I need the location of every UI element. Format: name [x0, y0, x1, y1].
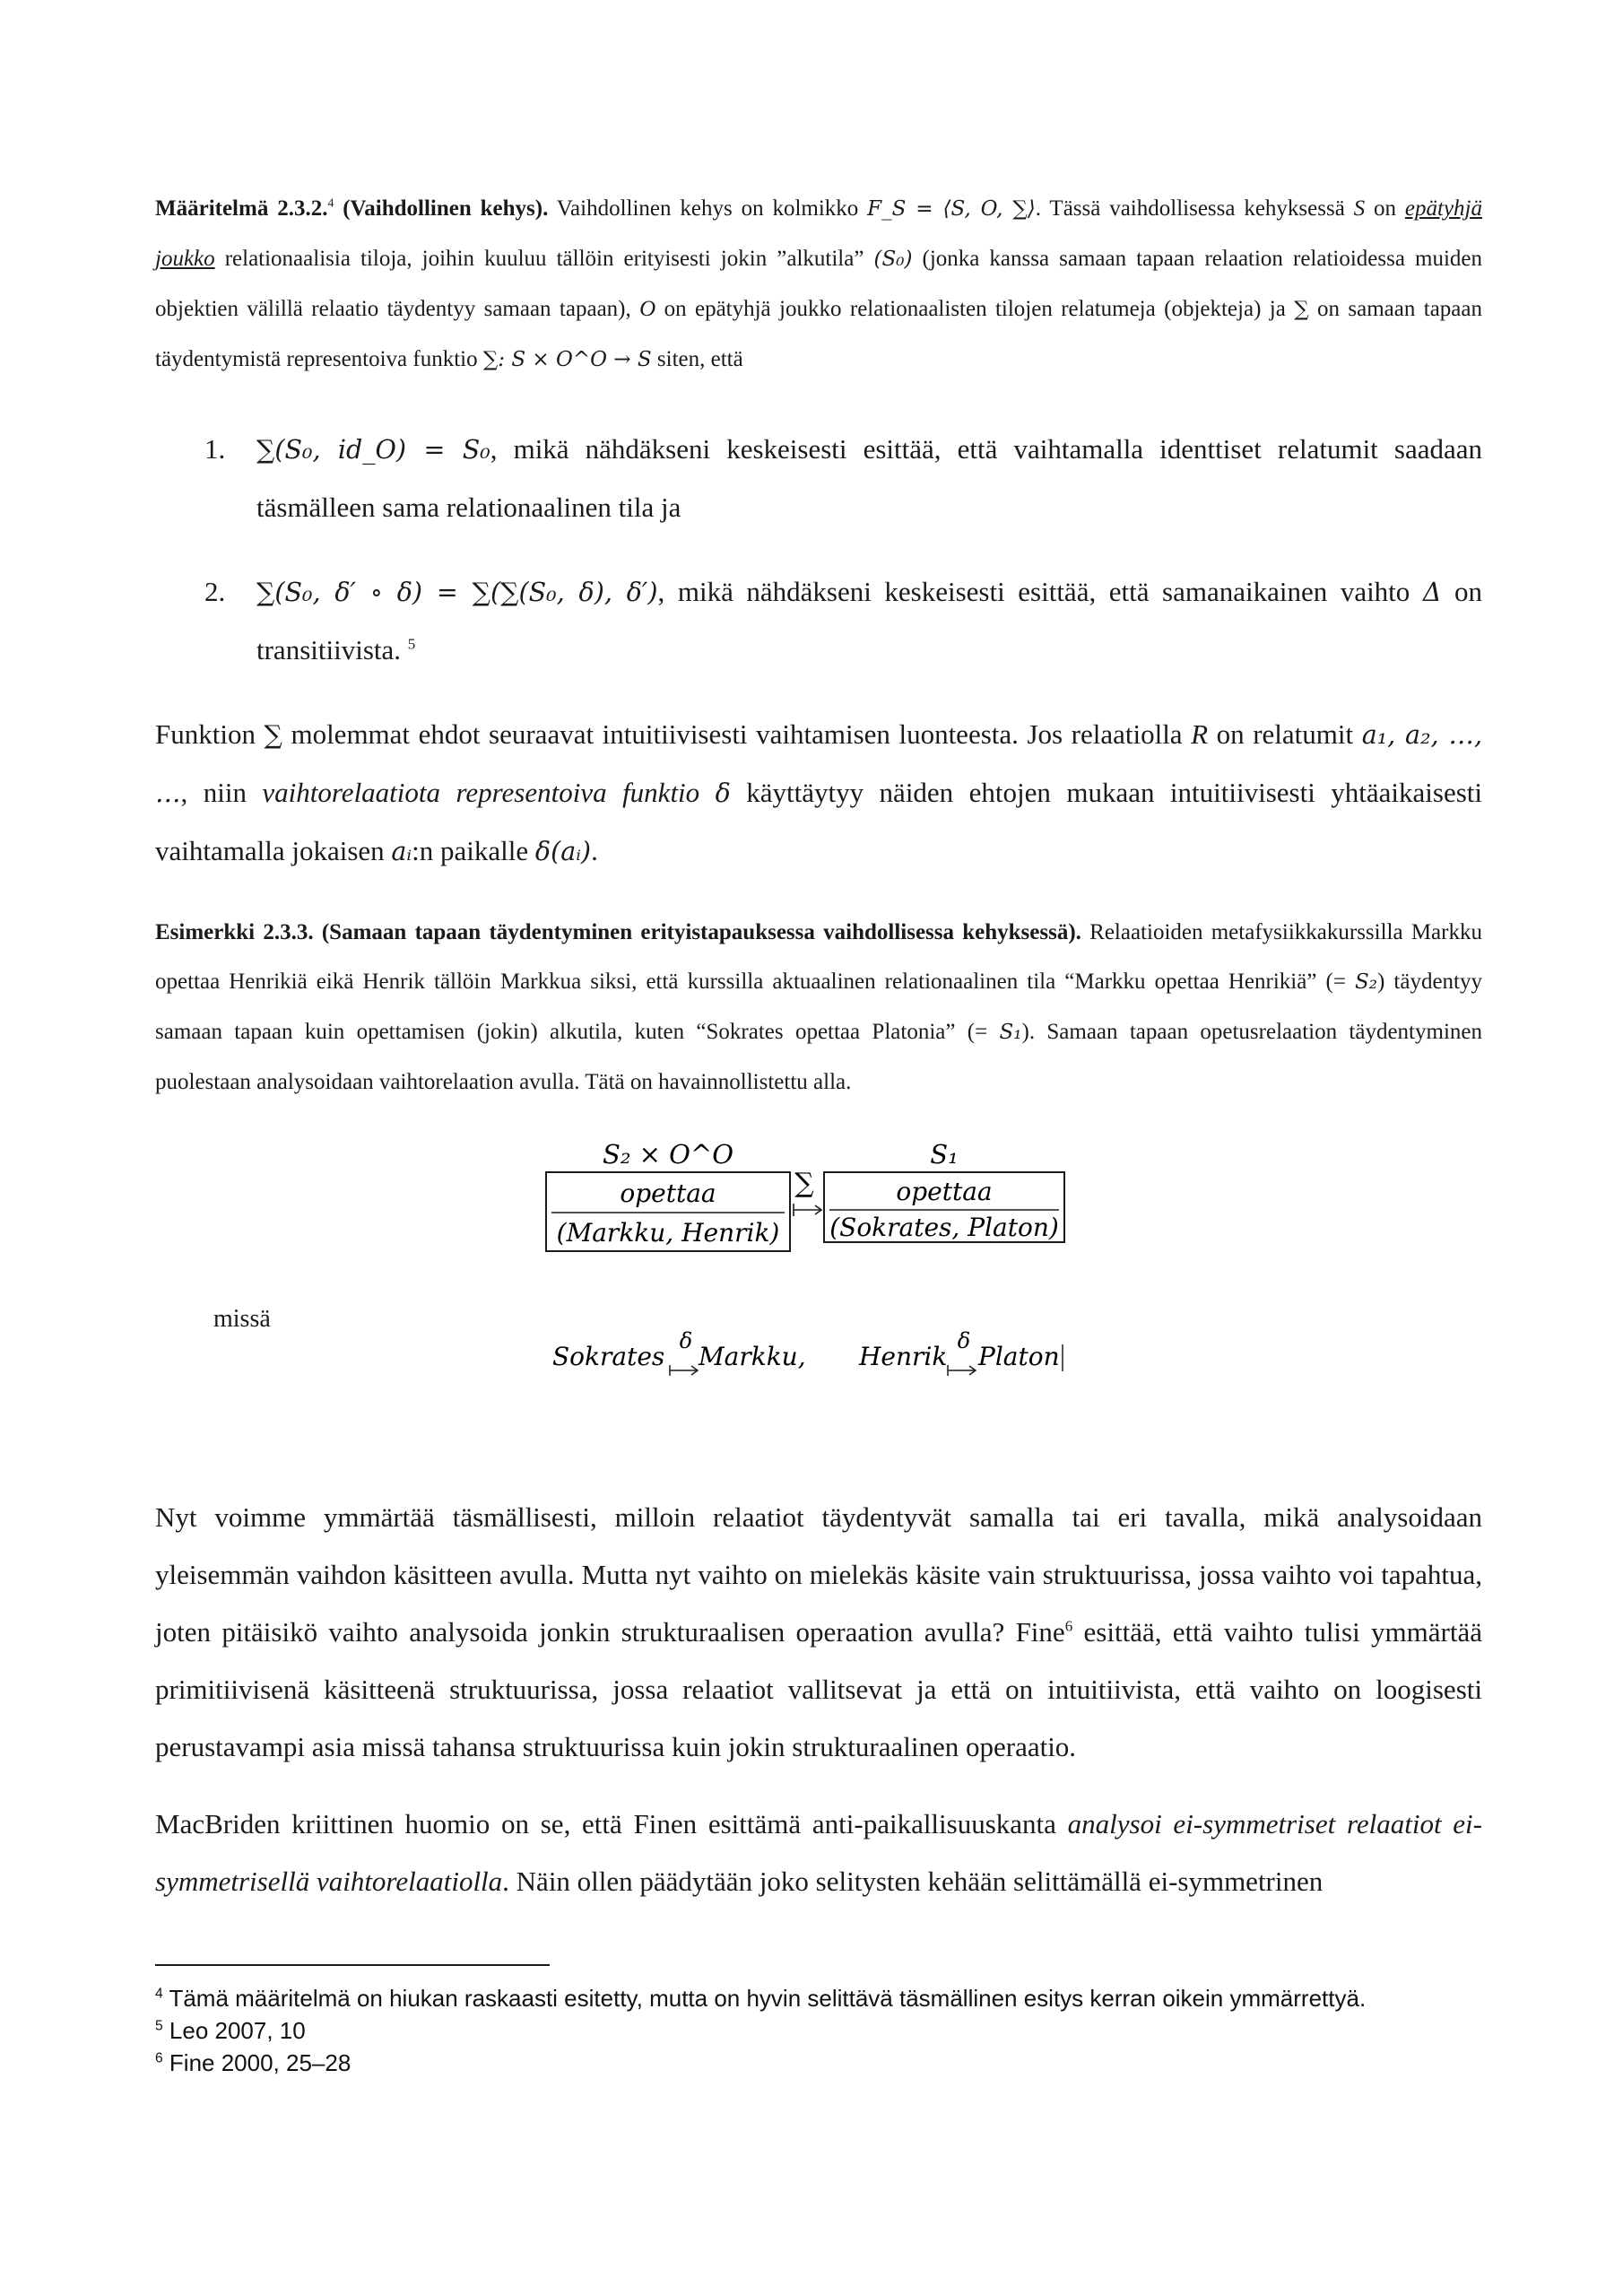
paragraph-text: Funktion: [155, 718, 265, 750]
definition-text: on epätyhjä joukko relationaalisten tilojen relatumeja (objekteja) ja: [655, 297, 1295, 321]
list-number: 2.: [204, 576, 226, 607]
italic-phrase: analysoi ei-symmetriset relaatiot ei-symmetrisellä vaihtorelaatiolla: [155, 1808, 1482, 1897]
example-text: ) täydentyy samaan tapaan kuin opettamisen (jokin) alkutila, kuten “Sokrates opettaa Platonia” (=: [155, 970, 1482, 1044]
left-relata: (Markku, Henrik): [556, 1218, 780, 1248]
definition-title: (Vaihdollinen kehys).: [343, 196, 549, 221]
math-delta-ai: δ(aᵢ): [534, 837, 592, 866]
condition-list: [155, 421, 1482, 679]
var-o: O: [639, 297, 656, 321]
math-function: ∑: S × O^O → S: [482, 348, 652, 371]
list-item: [155, 421, 1482, 536]
left-relation: opettaa: [620, 1178, 716, 1208]
footnote-ref-4[interactable]: 4: [327, 196, 334, 210]
example-text: ). Samaan tapaan opetusrelaation täydentyminen puolestaan analysoidaan vaihtorelaation avulla. Tätä on havainnollistettu alla.: [155, 1020, 1482, 1094]
map2-from: Henrik: [859, 1342, 948, 1371]
map1-delta: δ: [679, 1328, 693, 1353]
math-s1: S₁: [999, 1021, 1022, 1044]
footnote-item: [155, 2047, 1482, 2079]
lower-text: [155, 1489, 1482, 1910]
paragraph-text: . Näin ollen päädytään joko selitysten kehään selittämällä ei-symmetrinen: [502, 1866, 1324, 1897]
left-set-label: S₂ × O^O: [602, 1139, 734, 1170]
math-relata: a₁, a₂, …, …: [155, 720, 1483, 808]
footnote-text: Fine 2000, 25–28: [162, 2049, 352, 2076]
definition-text: on: [1365, 196, 1405, 221]
italic-phrase: vaihtorelaatiota representoiva funktio: [262, 777, 700, 808]
list-text: , mikä nähdäkseni keskeisesti esittää, että samanaikainen vaihto: [657, 576, 1423, 607]
right-relation: opettaa: [896, 1177, 993, 1206]
var-r: R: [1191, 718, 1209, 750]
paragraph-text: käyttäytyy näiden ehtojen mukaan intuitiivisesti yhtäaikaisesti vaihtamalla jokaisen: [155, 777, 1482, 866]
paragraph-text: , niin: [180, 777, 263, 808]
footnote-number: 5: [155, 2018, 163, 2034]
underlined-term: epätyhjä joukko: [155, 196, 1482, 271]
definition-paragraph: [155, 184, 1482, 385]
right-set-label: S₁: [930, 1139, 959, 1170]
right-relata: (Sokrates, Platon): [829, 1213, 1059, 1242]
definition-text: relationaalisia tiloja, joihin kuuluu tällöin erityisesti jokin ”alkutila”: [214, 247, 874, 271]
paragraph-text: on relatumit: [1208, 718, 1362, 750]
footnotes: [155, 1982, 1482, 2079]
definition-text: (jonka kanssa samaan tapaan relaation relatioidessa muiden objektien välillä relaatio täydentyy samaan tapaan),: [155, 247, 1482, 321]
definition-text: siten, että: [651, 347, 743, 371]
map2-delta: δ: [957, 1328, 971, 1353]
map2-to: Platon: [978, 1342, 1060, 1371]
page-body: [155, 184, 1483, 1897]
footnote-number: 6: [155, 2050, 163, 2066]
paragraph-function: [155, 706, 1482, 881]
list-number: 1.: [204, 433, 226, 465]
math-condition-2: ∑(S₀, δ′ ∘ δ) = ∑(∑(S₀, δ), δ′): [256, 578, 658, 607]
paragraph-text: MacBriden kriittinen huomio on se, että Finen esittämä anti-paikallisuuskanta: [155, 1808, 1068, 1839]
footnote-separator: [155, 1964, 550, 1966]
list-text: , mikä nähdäkseni keskeisesti esittää, että vaihtamalla identtiset relatumit saadaan täsmälleen sama relationaalinen tila ja: [256, 433, 1482, 523]
footnote-text: Leo 2007, 10: [162, 2017, 306, 2044]
sum-arrow-label: ∑: [794, 1168, 814, 1199]
map1-to: Markku,: [699, 1342, 806, 1371]
math-ai: aᵢ: [391, 837, 412, 866]
list-item: [155, 563, 1482, 679]
footnote-item: [155, 2014, 1482, 2047]
paragraph-text: esittää, että vaihto tulisi ymmärtää primitiivisenä käsitteenä struktuurissa, jossa relaatiot vallitsevat ja että on intuitiivista, että vaihto on loogisesti perustavampi asia missä tahansa struktuurissa kuin jokin strukturaalinen operaatio.: [155, 1616, 1482, 1762]
exchange-diagram: [155, 1117, 1482, 1457]
math-frame: F_S = ⟨S, O, ∑⟩: [867, 197, 1036, 221]
sum-symbol: ∑: [1294, 298, 1309, 321]
footnote-item: [155, 1982, 1482, 2014]
paragraph-vaihto: [155, 1489, 1482, 1776]
definition-text: on samaan tapaan täydentymistä representoiva funktio: [155, 297, 1482, 371]
definition-text: . Tässä vaihdollisessa kehyksessä: [1035, 196, 1354, 221]
paragraph-text: Nyt voimme ymmärtää täsmällisesti, milloin relaatiot täydentyvät samalla tai eri tavalla, mikä analysoidaan yleisemmän vaihdon käsitteen avulla. Mutta nyt vaihto on mielekäs käsite vain struktuurissa, jossa vaihto voi tapahtua, joten pitäisikö vaihto analysoida jonkin strukturaalisen operaation avulla? Fine: [155, 1501, 1482, 1648]
paragraph-text: .: [591, 835, 598, 866]
map1-from: Sokrates: [552, 1342, 665, 1371]
example-paragraph: [155, 908, 1482, 1107]
list-text: on transitiivista.: [256, 576, 1483, 665]
definition-heading: Määritelmä 2.3.2.: [155, 196, 328, 221]
sum-symbol: ∑: [264, 720, 282, 750]
math-s2: S₂: [1355, 970, 1377, 994]
definition-text: Vaihdollinen kehys on kolmikko: [548, 196, 868, 221]
paragraph-text: :n paikalle: [412, 835, 535, 866]
footnote-ref-6[interactable]: 6: [1064, 1617, 1073, 1635]
missa-label: missä: [213, 1305, 271, 1333]
delta-symbol: Δ: [1422, 578, 1442, 607]
var-s: S: [1353, 196, 1366, 221]
math-condition-1: ∑(S₀, id_O) = S₀: [256, 435, 490, 465]
math-s0: (S₀): [873, 248, 913, 271]
paragraph-macbride: [155, 1796, 1482, 1910]
diagram-svg: [155, 1117, 1482, 1457]
paragraph-text: molemmat ehdot seuraavat intuitiivisesti vaihtamisen luonteesta. Jos relaatiolla: [282, 718, 1192, 750]
delta-symbol: δ: [715, 778, 731, 808]
example-text: Relaatioiden metafysiikkakurssilla Markku opettaa Henrikiä eikä Henrik tällöin Markkua siksi, että kurssilla aktuaalinen relationaalinen tila “Markku opettaa Henrikiä” (=: [155, 920, 1482, 994]
footnote-number: 4: [155, 1986, 163, 2002]
example-heading: Esimerkki 2.3.3. (Samaan tapaan täydentyminen erityistapauksessa vaihdollisessa kehyksessä).: [155, 920, 1081, 944]
footnote-text: Tämä määritelmä on hiukan raskaasti esitetty, mutta on hyvin selittävä täsmällinen esitys kerran oikein ymmärrettyä.: [162, 1985, 1367, 2012]
footnote-ref-5[interactable]: 5: [407, 635, 416, 653]
